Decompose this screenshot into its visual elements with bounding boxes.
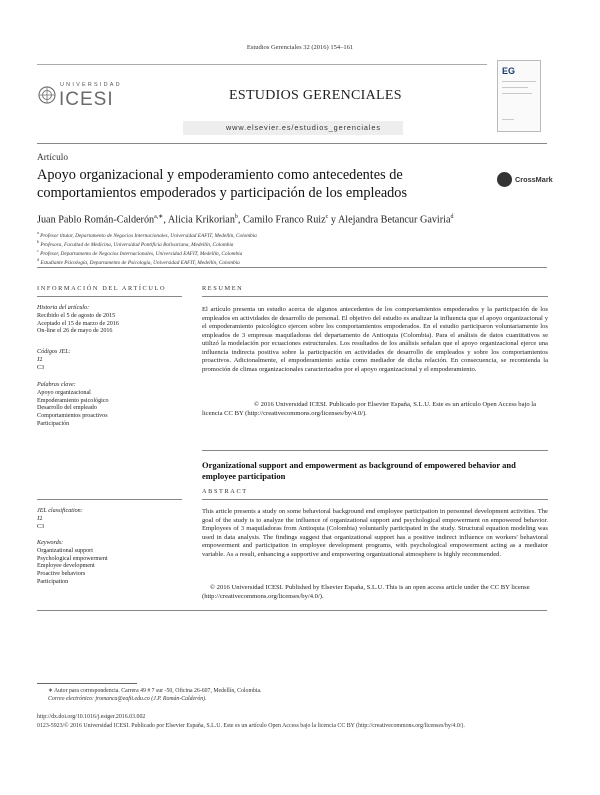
keyword: Comportamientos proactivos xyxy=(37,413,108,420)
author-name: Alicia Krikorian xyxy=(167,214,235,226)
affiliation-text: Profesor titular, Departamento de Negocios Internacionales, Universidad EAFIT, Medellín, Colombia xyxy=(40,232,257,239)
info-en-divider xyxy=(37,499,182,500)
keyword: Employee development xyxy=(37,563,95,570)
keyword: Desarrollo del empleado xyxy=(37,405,97,412)
article-title: Apoyo organizacional y empoderamiento como antecedentes de comportamientos empoderados y participación de los empleados xyxy=(37,167,408,201)
cover-logo-icon: EG xyxy=(502,66,516,76)
author-list xyxy=(37,213,557,225)
correspondence-note: ∗ Autor para correspondencia. Carrera 49 # 7 sur -50, Oficina 26-607, Medellín, Colombia. xyxy=(48,688,262,694)
abstract-divider xyxy=(202,499,548,500)
keyword: Participación xyxy=(37,420,70,427)
english-title: Organizational support and empowerment as background of empowered behavior and employee participation xyxy=(202,460,516,481)
info-heading: INFORMACIÓN DEL ARTÍCULO xyxy=(37,285,167,292)
jel-code: J2 xyxy=(37,515,43,522)
history-label: Historia del artículo: xyxy=(37,305,90,311)
abstract-copyright: © 2016 Universidad ICESI. Published by Elsevier España, S.L.U. This is an open access article under the CC BY license (http://creativecommons.org/licenses/by/4.0/). xyxy=(202,584,530,600)
cover-line xyxy=(502,93,532,94)
journal-title: ESTUDIOS GERENCIALES xyxy=(229,88,402,103)
abstract-text: This article presents a study on some behavioral background end employee participation in personnel development activities. The goal of the study is to analyze the influence of organizational support and psychological empowerment on empowered behavior. Employees of 3 maquiladoras from Antioquia (Colombia) voluntarily participated in the study. Structural equation modeling was used in data analysis. The findings suggest that organizational support has a positive indirect influence on workers' behavioral empowerment and participation in employee development programs, with psychological empowerment acting as a mediator variable. As a result, enhancing a supportive and empowering organizational atmosphere is highly recommended. xyxy=(202,508,548,558)
author-sup: c xyxy=(325,214,329,220)
keyword: Participation xyxy=(37,578,69,585)
affiliation-text: Profesor, Departamento de Negocios Internacionales, Universidad EAFIT, Medellín, Colombia xyxy=(40,250,243,257)
author-separator: y xyxy=(328,214,338,226)
jel-codes xyxy=(37,349,182,372)
author-sup: a,∗ xyxy=(154,214,164,220)
resumen-divider xyxy=(202,296,548,297)
license-line: 0123-5923/© 2016 Universidad ICESI. Publicado por Elsevier España, S.L.U. Este es un artículo Open Access bajo la licencia CC BY (http://creativecommons.org/licenses/by/4.0/). xyxy=(37,723,465,729)
journal-cover-thumbnail xyxy=(497,60,541,132)
history-accepted: Aceptado el 15 de marzo de 2016 xyxy=(37,320,119,327)
jel-code: C3 xyxy=(37,364,45,371)
footnote-rule xyxy=(37,683,137,684)
keywords-en xyxy=(37,540,182,587)
header-rule xyxy=(37,64,487,65)
affiliation xyxy=(37,230,257,239)
affiliation-sup: c xyxy=(37,248,39,253)
logo-university-text: UNIVERSIDAD xyxy=(60,82,122,88)
author-sup: d xyxy=(450,214,454,220)
crossmark-badge[interactable] xyxy=(497,172,557,188)
affiliation-sup: d xyxy=(37,257,39,262)
author-sup: b xyxy=(234,214,238,220)
article-history xyxy=(37,305,182,336)
section-divider xyxy=(202,450,548,451)
resumen-copyright: © 2016 Universidad ICESI. Publicado por Elsevier España, S.L.U. Este es un artículo Open Access bajo la licencia CC BY (http://creativecommons.org/licenses/by/4.0/). xyxy=(202,401,537,417)
cover-line xyxy=(502,119,514,120)
journal-url-link[interactable]: www.elsevier.es/estudios_gerenciales xyxy=(226,123,381,132)
logo-name-text: ICESI xyxy=(59,89,114,110)
keyword: Apoyo organizacional xyxy=(37,389,91,396)
abstract-heading: ABSTRACT xyxy=(202,488,248,495)
resumen-heading: RESUMEN xyxy=(202,285,244,292)
jel-code: J2 xyxy=(37,356,43,363)
keywords-en-label: Keywords: xyxy=(37,540,64,546)
info-divider xyxy=(37,296,182,297)
history-received: Recibido el 5 de agosto de 2015 xyxy=(37,312,116,319)
crossmark-icon xyxy=(497,172,512,187)
affiliation-sup: a xyxy=(37,230,39,235)
affiliation xyxy=(37,239,233,248)
jel-classification xyxy=(37,508,182,531)
jel-label: Códigos JEL: xyxy=(37,349,71,355)
cover-line xyxy=(502,81,536,82)
author-separator: , xyxy=(163,214,168,226)
author-name: Camilo Franco Ruiz xyxy=(243,214,326,226)
abstract-end-divider xyxy=(37,610,547,611)
affiliation xyxy=(37,248,242,257)
article-type: Artículo xyxy=(37,153,68,163)
header-divider xyxy=(37,143,547,144)
email-note: Correo electrónico: jromanca@eafit.edu.co (J.P. Román-Calderón). xyxy=(48,696,207,702)
crossmark-label: CrossMark xyxy=(515,175,553,184)
history-online: On-line el 26 de mayo de 2016 xyxy=(37,328,113,335)
keyword: Psychological empowerment xyxy=(37,555,108,562)
keyword: Empoderamiento psicológico xyxy=(37,397,109,404)
seal-icon xyxy=(38,86,56,104)
author-name: Juan Pablo Román-Calderón xyxy=(37,214,155,226)
title-divider xyxy=(37,267,547,268)
affiliation-sup: b xyxy=(37,239,39,244)
jel-code: C3 xyxy=(37,523,45,530)
affiliation xyxy=(37,257,240,266)
keywords-label: Palabras clave: xyxy=(37,382,76,388)
keywords-es xyxy=(37,382,182,429)
author-name: Alejandra Betancur Gaviria xyxy=(337,214,451,226)
affiliation-text: Profesora, Facultad de Medicina, Universidad Pontificia Bolivariana, Medellín, Colombia xyxy=(40,241,234,248)
affiliation-text: Estudiante Psicología, Departamento de Psicología, Universidad EAFIT, Medellín, Colombia xyxy=(40,259,240,266)
icesi-logo xyxy=(38,80,148,120)
doi-link[interactable]: http://dx.doi.org/10.1016/j.estger.2016.03.002 xyxy=(37,714,146,720)
keyword: Organizational support xyxy=(37,547,93,554)
jel-en-label: JEL classification: xyxy=(37,508,83,514)
cover-line xyxy=(502,87,528,88)
journal-reference: Estudios Gerenciales 32 (2016) 154–161 xyxy=(246,44,354,51)
keyword: Proactive behaviors xyxy=(37,571,86,578)
author-separator: , xyxy=(237,214,244,226)
resumen-text: El artículo presenta un estudio acerca de algunos antecedentes de los comportamientos empoderados y la participación de los empleados en actividades de desarrollo de personal. El objetivo del estudio es analizar la influencia que el apoyo organizacional y el empoderamiento psicológico ejercen sobre los comportamientos empoderados. En el estudio participaron voluntariamente los empleados de 3 empresas maquiladoras del departamento de Antioquia (Colombia). Para el análisis de datos cuantitativos se utilizó la modelación por ecuaciones estructurales. Los resultados de los análisis señalan que el apoyo organizacional ejerce una influencia indirecta positiva sobre la participación en actividades de desarrollo de empleados y sobre los comportamientos proactivos. Adicionalmente, el empoderamiento actúa como mediador de dicha relación. En consecuencia, se recomienda la promoción de climas organizacionales caracterizados por el apoyo organizacional y el empoderamiento. xyxy=(202,306,548,373)
